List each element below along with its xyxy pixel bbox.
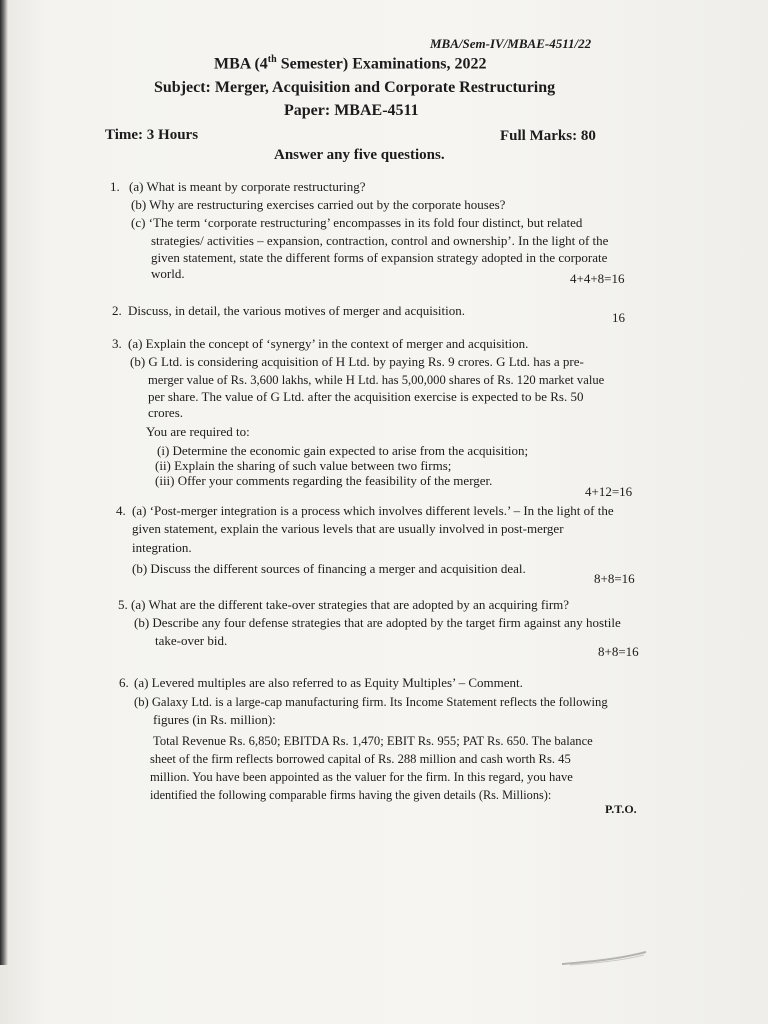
question-part-c-line: given statement, state the different forms of expansion strategy adopted in the corporate [151, 250, 608, 265]
question-part-c-line: world. [151, 266, 185, 281]
question-part-b: (b) Why are restructuring exercises carried out by the corporate houses? [131, 197, 506, 212]
exam-title-post: Semester) Examinations, 2022 [276, 55, 487, 73]
question-number: 3. [112, 336, 122, 351]
requirement-item: (ii) Explain the sharing of such value between two firms; [155, 458, 452, 473]
exam-title-pre: MBA (4 [214, 55, 268, 73]
question-text: Discuss, in detail, the various motives of merger and acquisition. [128, 303, 465, 318]
question-part-b-line: crores. [148, 405, 184, 420]
question-part-b-line: (b) Describe any four defense strategies that are adopted by the target firm against any hostile [134, 615, 621, 630]
question-number: 6. [119, 675, 129, 690]
exam-title-sup: th [267, 54, 277, 65]
question-part-b-line: per share. The value of G Ltd. after the acquisition exercise is expected to be Rs. 50 [148, 389, 584, 404]
question-part-a-line: (a) ‘Post-merger integration is a process which involves different levels.’ – In the light of the [132, 503, 614, 518]
question-marks: 4+4+8=16 [570, 271, 625, 286]
please-turn-over: P.T.O. [605, 802, 637, 816]
question-part-b-line: Total Revenue Rs. 6,850; EBITDA Rs. 1,470; EBIT Rs. 955; PAT Rs. 650. The balance [153, 734, 593, 748]
question-number: 2. [112, 303, 122, 318]
requirement-item: (i) Determine the economic gain expected to arise from the acquisition; [157, 443, 529, 458]
question-part-c-line: strategies/ activities – expansion, contraction, control and ownership’. In the light of the [151, 233, 609, 248]
question-part-a: (a) What are the different take-over strategies that are adopted by an acquiring firm? [131, 597, 570, 612]
question-number: 5. [118, 597, 128, 612]
question-part-b-line: (b) G Ltd. is considering acquisition of H Ltd. by paying Rs. 9 crores. G Ltd. has a pre- [130, 354, 584, 369]
requirement-intro: You are required to: [146, 424, 250, 439]
full-marks: Full Marks: 80 [500, 128, 596, 144]
paper-smudge [560, 950, 650, 968]
question-part-a: (a) Explain the concept of ‘synergy’ in the context of merger and acquisition. [128, 336, 529, 351]
question-part-b-line: million. You have been appointed as the valuer for the firm. In this regard, you have [150, 770, 573, 784]
paper-code: MBA/Sem-IV/MBAE-4511/22 [430, 36, 592, 51]
instruction: Answer any five questions. [274, 147, 445, 163]
question-part-b-line: sheet of the firm reflects borrowed capital of Rs. 288 million and cash worth Rs. 45 [150, 752, 571, 766]
question-part-a-line: integration. [132, 540, 192, 555]
question-marks: 4+12=16 [585, 484, 633, 499]
question-part-a-line: given statement, explain the various levels that are usually involved in post-merger [132, 521, 564, 536]
exam-title [214, 54, 486, 73]
question-part-b-line: merger value of Rs. 3,600 lakhs, while H Ltd. has 5,00,000 shares of Rs. 120 market value [148, 373, 605, 387]
question-marks: 16 [612, 310, 625, 325]
question-part-c-line: (c) ‘The term ‘corporate restructuring’ encompasses in its fold four distinct, but related [131, 215, 583, 230]
time-allowed: Time: 3 Hours [105, 127, 199, 143]
question-part-a: (a) Levered multiples are also referred to as Equity Multiples’ – Comment. [134, 675, 523, 690]
question-part-b: (b) Discuss the different sources of financing a merger and acquisition deal. [132, 561, 526, 576]
paper-line: Paper: MBAE-4511 [284, 102, 419, 119]
page-edge-shadow [0, 0, 8, 965]
question-marks: 8+8=16 [594, 571, 635, 586]
question-part-a: (a) What is meant by corporate restructuring? [129, 179, 366, 194]
question-part-b-line: figures (in Rs. million): [153, 712, 276, 727]
question-part-b-line: identified the following comparable firms having the given details (Rs. Millions): [150, 788, 552, 802]
question-part-b-line: (b) Galaxy Ltd. is a large-cap manufacturing firm. Its Income Statement reflects the following [134, 695, 608, 709]
requirement-item: (iii) Offer your comments regarding the feasibility of the merger. [155, 473, 493, 488]
question-number: 1. [110, 179, 120, 194]
question-part-b-line: take-over bid. [155, 633, 228, 648]
question-number: 4. [116, 503, 126, 518]
subject-line: Subject: Merger, Acquisition and Corporate Restructuring [154, 79, 556, 96]
question-marks: 8+8=16 [598, 644, 639, 659]
